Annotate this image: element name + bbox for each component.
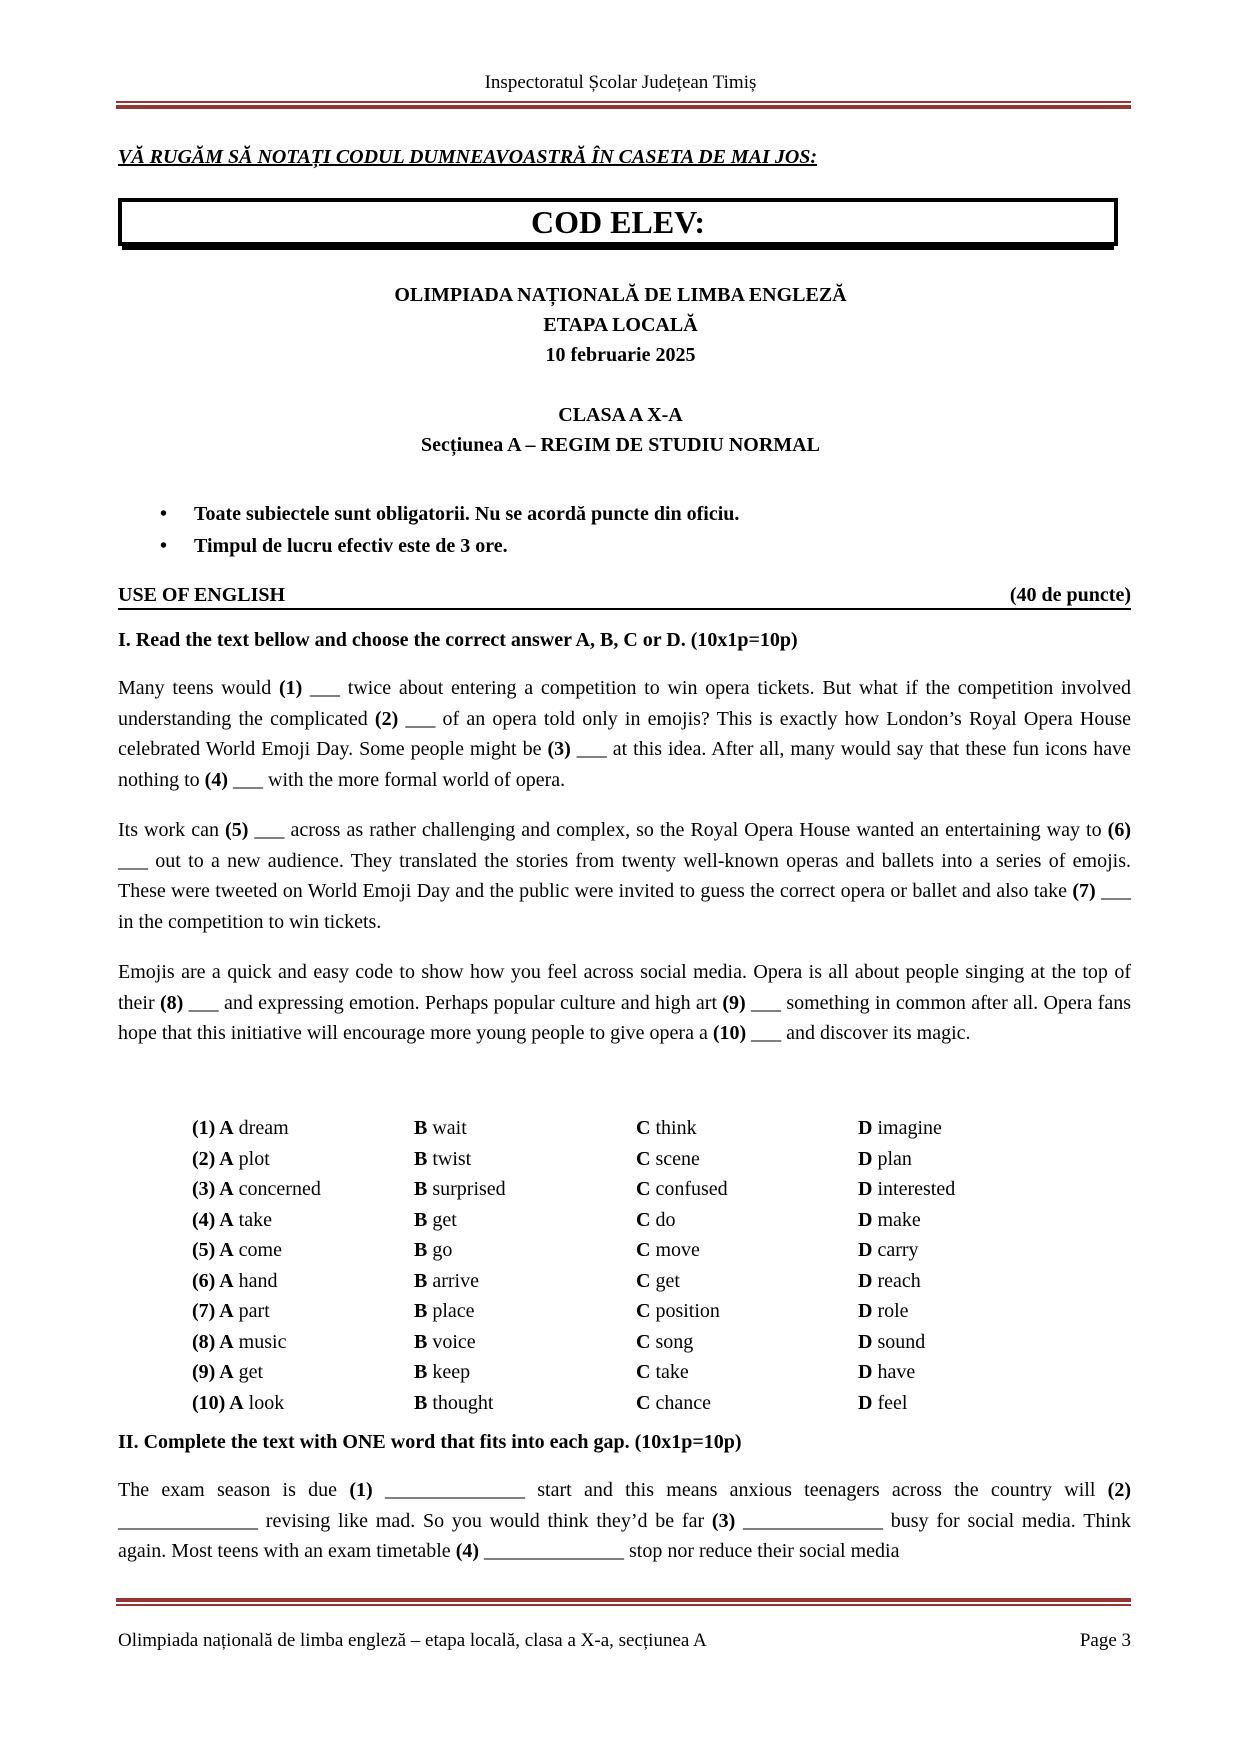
option-row xyxy=(192,1266,1092,1297)
exercise2-heading: II. Complete the text with ONE word that fits into each gap. (10x1p=10p) xyxy=(118,1431,742,1453)
option-d: D carry xyxy=(858,1239,919,1261)
header-rule xyxy=(116,101,1131,109)
option-d: D make xyxy=(858,1208,921,1231)
part-points: (40 de puncte) xyxy=(1009,584,1131,606)
gap-number: (8) xyxy=(159,991,184,1014)
gap-number: (3) xyxy=(711,1509,736,1532)
instructions-list xyxy=(160,498,739,562)
gap-number: (1) xyxy=(349,1479,373,1501)
option-row xyxy=(192,1205,1092,1236)
option-a: (2) A plot xyxy=(192,1147,270,1170)
option-d: D imagine xyxy=(858,1117,942,1139)
option-a: (6) A hand xyxy=(192,1269,278,1292)
option-row xyxy=(192,1296,1092,1327)
option-d: D reach xyxy=(858,1269,921,1292)
option-b: B surprised xyxy=(414,1178,506,1200)
option-a: (10) A look xyxy=(192,1391,285,1414)
option-c: C confused xyxy=(636,1178,728,1200)
option-a: (1) A dream xyxy=(192,1117,289,1139)
option-row xyxy=(192,1144,1092,1175)
exercise2-paragraph: The exam season is due (1) ______________ start and this means anxious teenagers across the country will (2) ______________ revising like mad. So you would think they’d be far (3) ______________ busy for social media. Think again. Most teens with an exam timetable (4) ______________ stop nor reduce their social media xyxy=(118,1479,1131,1563)
gap-number: (6) xyxy=(1107,819,1131,841)
exercise1-paragraph-3: Emojis are a quick and easy code to show how you feel across social media. Opera is all about people singing at the top of their (8) ___ and expressing emotion. Perhaps popular culture and high art (9) ___ something in common after all. Opera fans hope that this initiative will encourage more young people to give opera a (10) ___ and discover its magic. xyxy=(118,961,1131,1045)
header-institution: Inspectoratul Școlar Județean Timiș xyxy=(484,72,757,93)
code-box-label: COD ELEV: xyxy=(531,203,705,240)
title-olympiad: OLIMPIADA NAȚIONALĂ DE LIMBA ENGLEZĂ xyxy=(394,284,847,306)
exercise1-heading: I. Read the text bellow and choose the correct answer A, B, C or D. (10x1p=10p) xyxy=(118,629,798,651)
option-b: B go xyxy=(414,1239,453,1261)
answer-options-grid xyxy=(192,1113,1092,1418)
option-b: B keep xyxy=(414,1361,471,1383)
option-a: (8) A music xyxy=(192,1330,287,1353)
option-row xyxy=(192,1113,1092,1144)
footer-rule xyxy=(116,1598,1131,1606)
option-a: (3) A concerned xyxy=(192,1178,321,1200)
option-b: B twist xyxy=(414,1147,472,1170)
gap-number: (5) xyxy=(225,819,249,841)
option-b: B wait xyxy=(414,1117,467,1139)
gap-number: (3) xyxy=(547,738,571,761)
option-c: C take xyxy=(636,1361,689,1383)
instruction-item: • Timpul de lucru efectiv este de 3 ore. xyxy=(160,530,739,562)
option-b: B get xyxy=(414,1208,457,1231)
instruction-item: • Toate subiectele sunt obligatorii. Nu se acordă puncte din oficiu. xyxy=(160,498,739,530)
title-date: 10 februarie 2025 xyxy=(545,344,696,366)
option-c: C scene xyxy=(636,1147,700,1170)
page-footer xyxy=(118,1630,1131,1652)
title-section: Secțiunea A – REGIM DE STUDIU NORMAL xyxy=(421,434,820,456)
option-d: D role xyxy=(858,1300,909,1322)
option-a: (9) A get xyxy=(192,1361,264,1383)
option-c: C chance xyxy=(636,1391,711,1414)
option-d: D interested xyxy=(858,1178,956,1200)
gap-number: (4) xyxy=(455,1540,480,1563)
option-c: C position xyxy=(636,1300,720,1322)
option-row xyxy=(192,1357,1092,1388)
student-code-box[interactable] xyxy=(118,198,1118,246)
option-d: D sound xyxy=(858,1330,926,1353)
exercise1-paragraph-2: Its work can (5) ___ across as rather challenging and complex, so the Royal Opera House wanted an entertaining way to (6) ___ out to a new audience. They translated the stories from twenty well-known operas and ballets into a series of emojis. These were tweeted on World Emoji Day and the public were invited to guess the correct opera or ballet and also take (7) ___ in the competition to win tickets. xyxy=(118,819,1132,933)
option-row xyxy=(192,1174,1092,1205)
part-name: USE OF ENGLISH xyxy=(118,584,286,606)
gap-number: (10) xyxy=(712,1022,747,1045)
exercise1-paragraph-1: Many teens would (1) ___ twice about entering a competition to win opera tickets. But what if the competition involved understanding the complicated (2) ___ of an opera told only in emojis? This is exactly how London’s Royal Opera House celebrated World Emoji Day. Some people might be (3) ___ at this idea. After all, many would say that these fun icons have nothing to (4) ___ with the more formal world of opera. xyxy=(118,677,1131,791)
gap-number: (2) xyxy=(1107,1479,1131,1501)
option-a: (4) A take xyxy=(192,1208,272,1231)
option-c: C do xyxy=(636,1208,676,1231)
option-b: B arrive xyxy=(414,1269,479,1292)
page-number: Page 3 xyxy=(1079,1630,1131,1651)
footer-title: Olimpiada națională de limba engleză – etapa locală, clasa a X-a, secțiunea A xyxy=(118,1630,707,1651)
option-c: C think xyxy=(636,1117,697,1139)
part-heading xyxy=(118,582,1131,610)
option-c: C move xyxy=(636,1239,700,1261)
option-b: B place xyxy=(414,1300,475,1322)
option-b: B voice xyxy=(414,1330,476,1353)
option-d: D feel xyxy=(858,1391,908,1414)
option-c: C song xyxy=(636,1330,694,1353)
title-class: CLASA A X-A xyxy=(558,404,683,426)
option-d: D plan xyxy=(858,1147,912,1170)
gap-number: (9) xyxy=(722,991,746,1014)
code-notice: VĂ RUGĂM SĂ NOTAȚI CODUL DUMNEAVOASTRĂ ÎN CASETA DE MAI JOS: xyxy=(118,146,818,168)
gap-number: (4) xyxy=(204,768,228,791)
option-row xyxy=(192,1235,1092,1266)
option-row xyxy=(192,1388,1092,1419)
gap-number: (1) xyxy=(278,677,303,699)
option-a: (5) A come xyxy=(192,1239,282,1261)
gap-number: (2) xyxy=(374,707,399,730)
option-b: B thought xyxy=(414,1391,494,1414)
title-stage: ETAPA LOCALĂ xyxy=(543,314,698,336)
gap-number: (7) xyxy=(1072,880,1096,903)
option-row xyxy=(192,1327,1092,1358)
option-a: (7) A part xyxy=(192,1300,270,1322)
option-c: C get xyxy=(636,1269,680,1292)
option-d: D have xyxy=(858,1361,916,1383)
